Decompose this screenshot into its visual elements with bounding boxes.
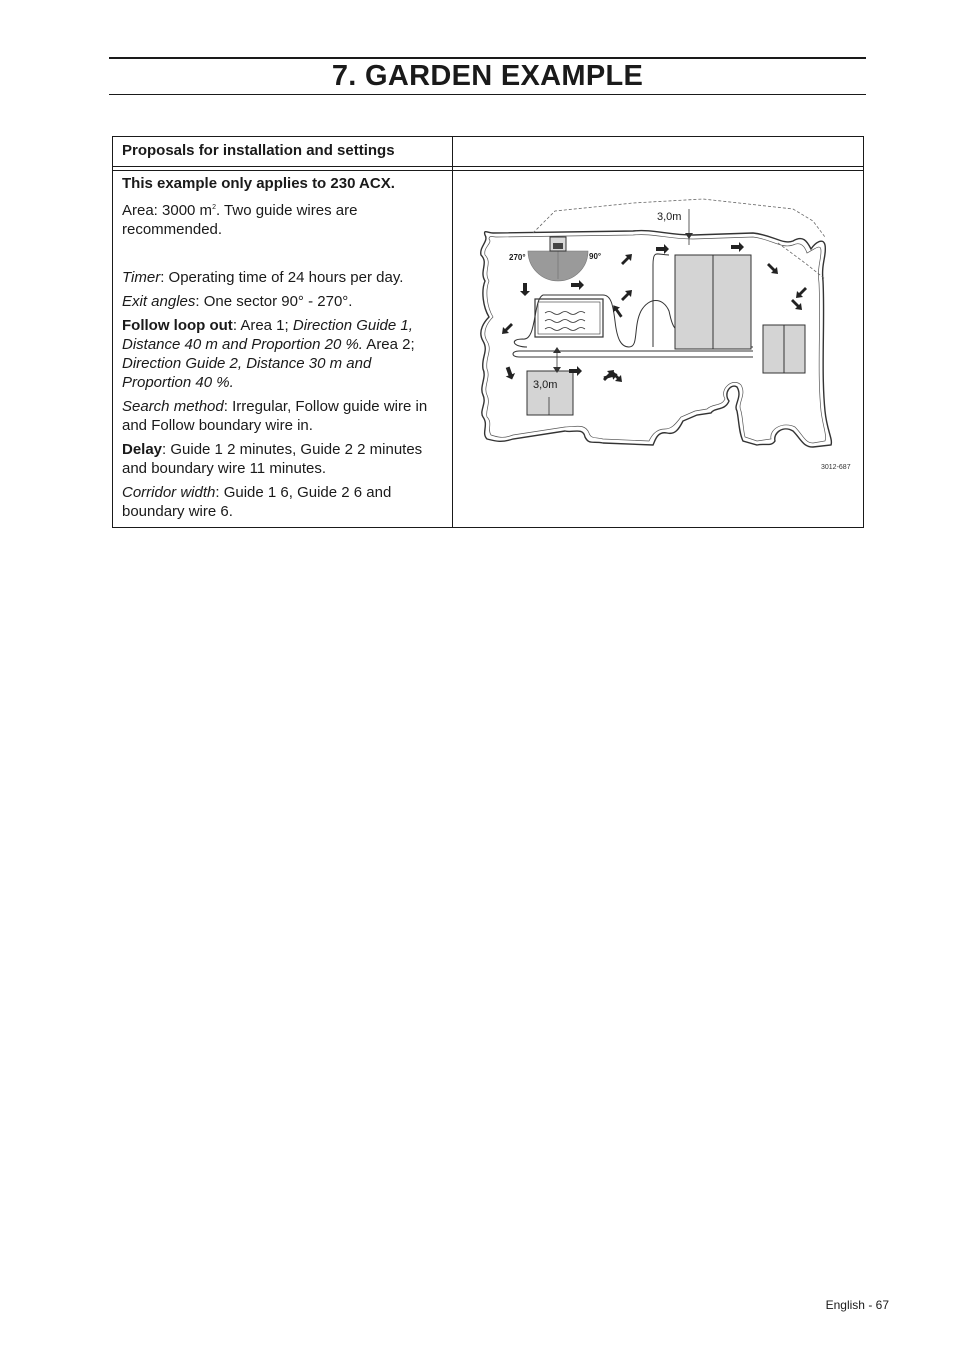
angle-label-left: 270° [509,253,526,262]
pond [535,299,603,337]
dim-label-top: 3,0m [657,211,682,223]
section-title-bar [109,57,866,95]
search-method-text: Search method: Irregular, Follow guide wire in and Follow boundary wire in. [122,398,428,434]
table-header: Proposals for installation and settings [122,142,395,159]
garden-figure [453,171,864,527]
applies-to: This example only applies to 230 ACX. [122,175,395,192]
angle-label-right: 90° [589,252,602,261]
page-title: 7. GARDEN EXAMPLE [331,60,644,92]
garage [527,371,573,415]
delay-text: Delay: Guide 1 2 minutes, Guide 2 2 minutes and boundary wire 11 minutes. [122,441,423,477]
area-text: Area: 3000 $m^2$. Two guide wires are recommended. [122,202,358,238]
settings-text [122,174,444,526]
follow-loop-text: Follow loop out: Area 1; Direction Guide 1, Distance 40 m and Proportion 20 %. Area 2; Direction Guide 2, Distance 30 m and Proportion 40 %. [122,317,415,391]
guide-wire-2 [513,351,753,357]
settings-table [112,136,864,528]
header-rule [113,166,863,167]
exit-angles-text: Exit angles: One sector 90° - 270°. [122,293,353,310]
page-footer: English - 67 [825,1298,889,1312]
timer-text: Timer: Operating time of 24 hours per day. [122,269,404,286]
corridor-width-text: Corridor width: Guide 1 6, Guide 2 6 and boundary wire 6. [122,484,392,520]
figure-code: 3012-687 [821,464,851,471]
dim-label-bottom: 3,0m [533,379,558,391]
